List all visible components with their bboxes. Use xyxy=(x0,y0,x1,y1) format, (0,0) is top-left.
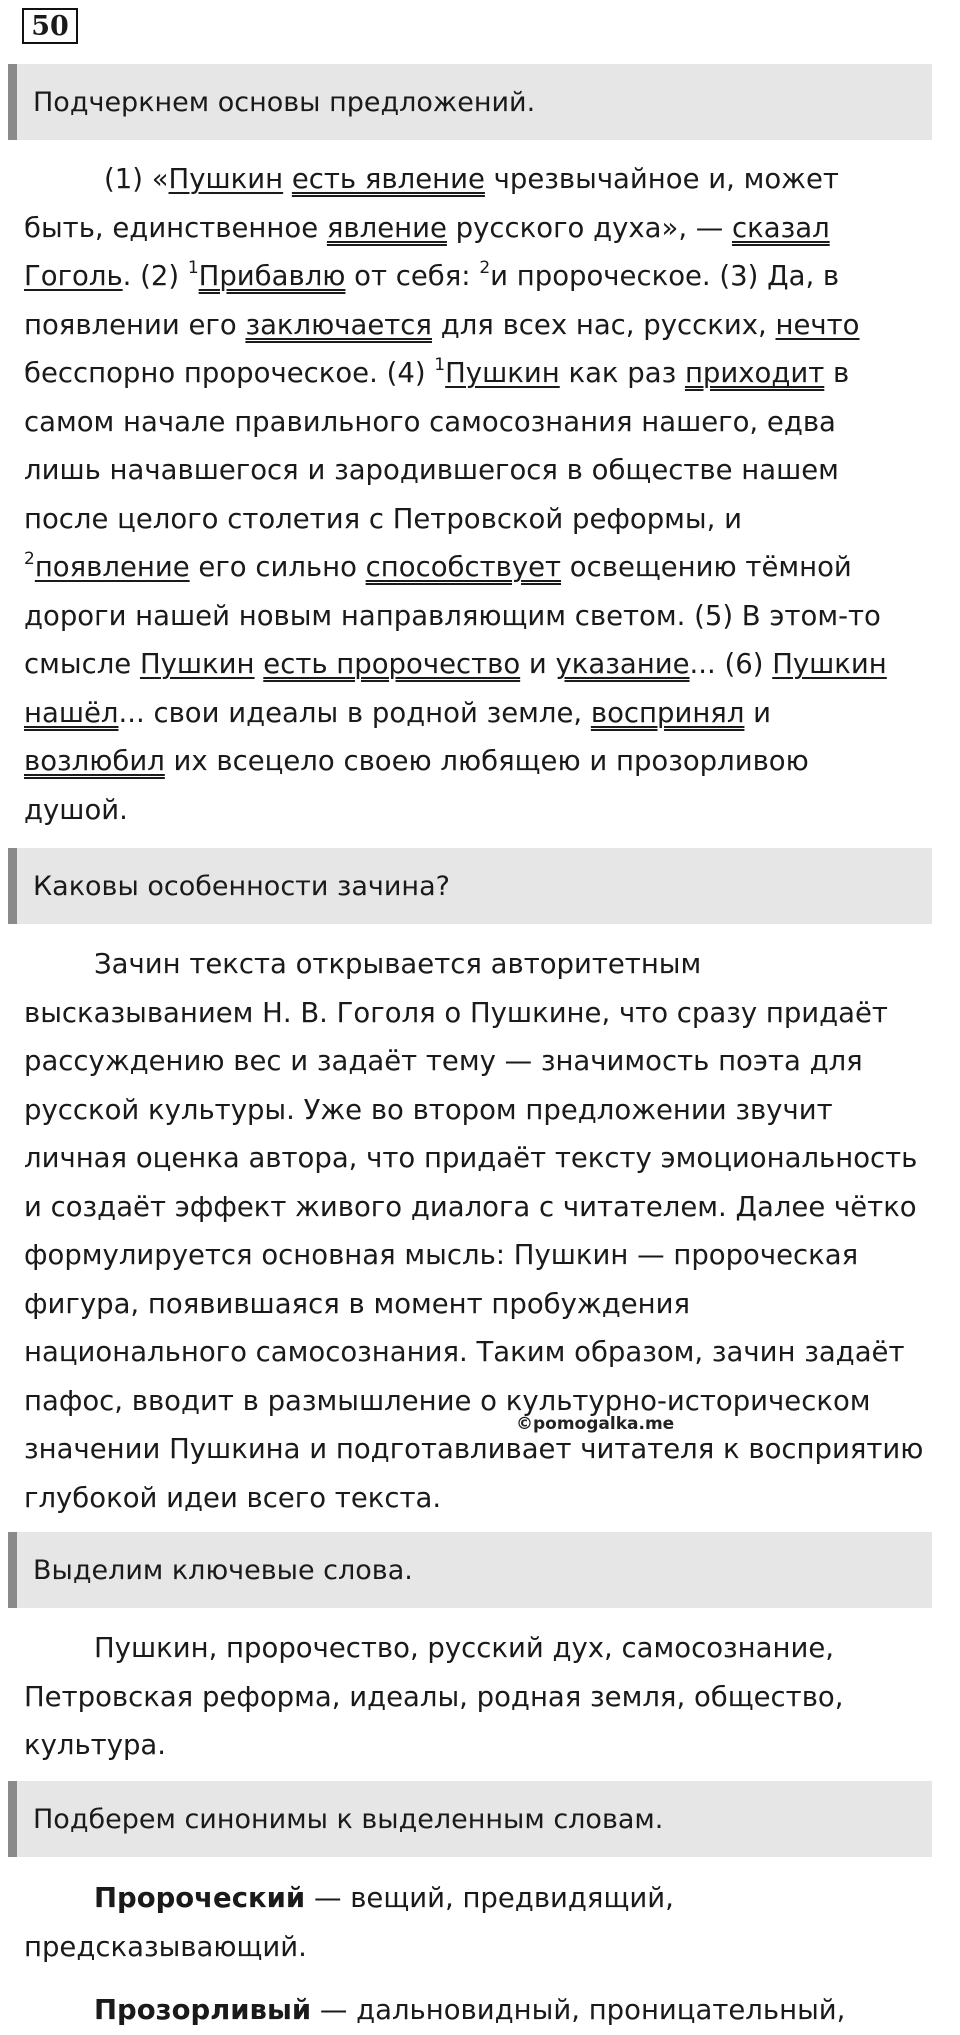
section-header-synonyms xyxy=(8,1781,932,1857)
synonym-entry: Прозорливый — дальновидный, проницательный, xyxy=(94,1994,846,2026)
section-header-subjects xyxy=(8,64,932,140)
task-number: 50 xyxy=(22,8,78,44)
watermark: ©pomogalka.me xyxy=(516,1414,675,1434)
section-header-opening xyxy=(8,848,932,924)
section-title: Выделим ключевые слова. xyxy=(33,1554,413,1586)
source-text: (1) «Пушкин есть явление чрезвычайное и, может быть, единственное явление русского духа», — сказал Гоголь. (2) $^1$Прибавлю от себя: $^2$и пророческое. (3) Да, в появлении его заключается для всех нас, русских, нечто бесспорно пророческое. (4) $^1$Пушкин как раз приходит в самом начале правильного самосознания нашего, едва лишь начавшегося и зародившегося в обществе нашем после целого столетия с Петровской реформы, и $^2$появление его сильно способствует освещению тёмной дороги нашей новым направляющим светом. (5) В этом-то смысле Пушкин есть пророчество и указание... (6) Пушкин нашёл... свои идеалы в родной земле, воспринял и возлюбил их всецело своею любящею и прозорливою душой. xyxy=(24,163,887,826)
section-title: Подберем синонимы к выделенным словам. xyxy=(33,1803,664,1835)
section-title: Каковы особенности зачина? xyxy=(33,870,450,902)
section-header-keywords xyxy=(8,1532,932,1608)
opening-analysis: Зачин текста открывается авторитетным высказыванием Н. В. Гоголя о Пушкине, что сразу придаёт рассуждению вес и задаёт тему — значимость поэта для русской культуры. Уже во втором предложении звучит личная оценка автора, что придаёт тексту эмоциональность и создаёт эффект живого диалога с читателем. Далее чётко формулируется основная мысль: Пушкин — пророческая фигура, появившаяся в момент пробуждения национального самосознания. Таким образом, зачин задаёт пафос, вводит в размышление о культурно-историческом значении Пушкина и подготавливает читателя к восприятию глубокой идеи всего текста. xyxy=(24,948,924,1514)
synonym-entry: Пророческий — вещий, предвидящий, предсказывающий. xyxy=(24,1882,674,1963)
synonym-word: Прозорливый xyxy=(94,1994,312,2026)
section-title: Подчеркнем основы предложений. xyxy=(33,86,536,118)
synonym-word: Пророческий xyxy=(94,1882,306,1914)
keywords-text: Пушкин, пророчество, русский дух, самосознание, Петровская реформа, идеалы, родная земля, общество, культура. xyxy=(24,1632,844,1761)
